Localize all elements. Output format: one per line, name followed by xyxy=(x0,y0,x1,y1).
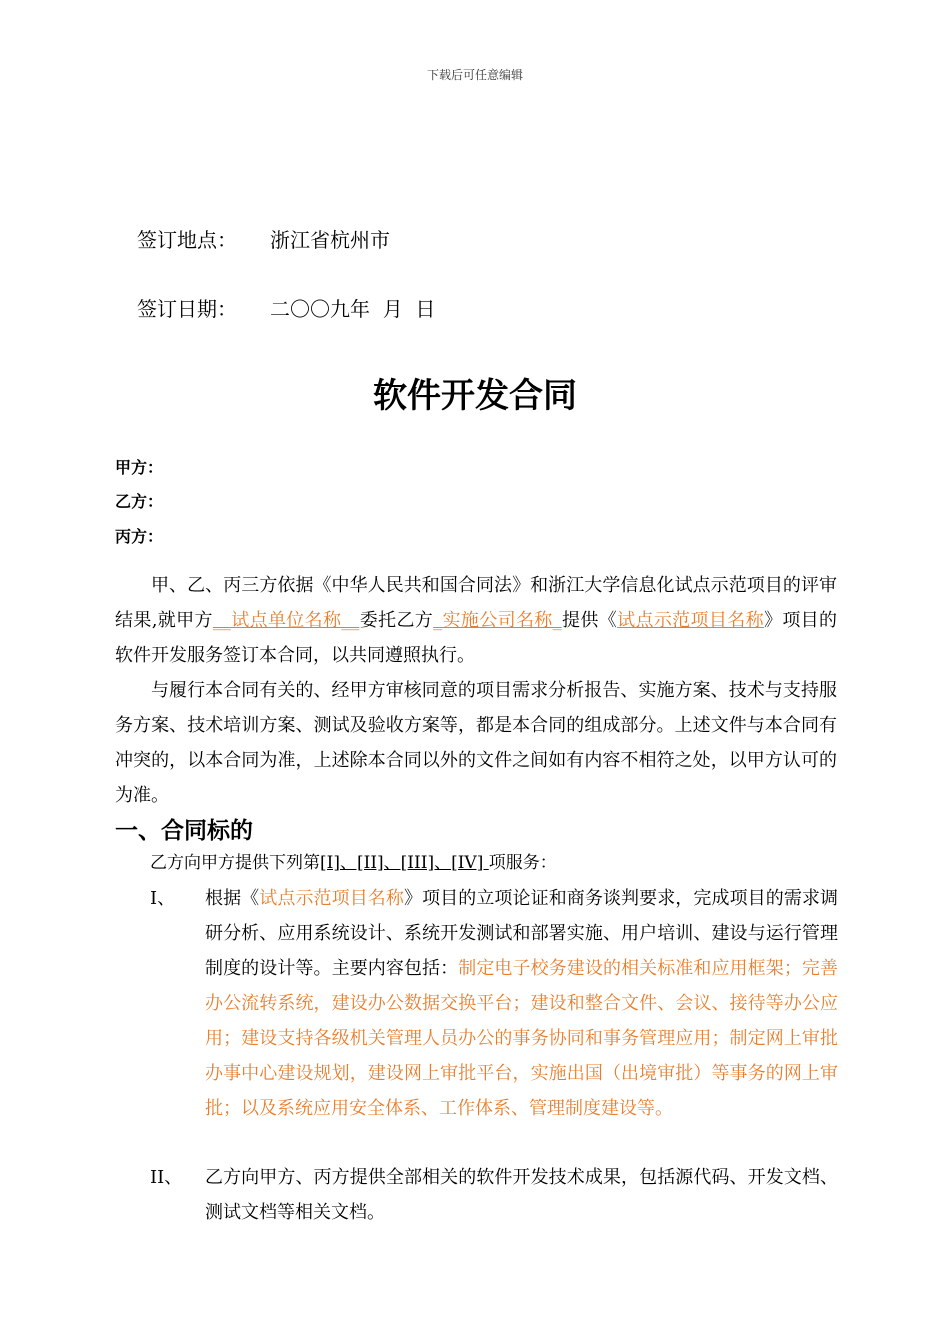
header-note: 下载后可任意编辑 xyxy=(426,68,523,82)
signing-date-row xyxy=(137,293,435,322)
signing-place-label: 签订地点： xyxy=(137,228,237,252)
services-intro-text-b: 项服务： xyxy=(488,853,557,873)
party-a-label: 甲方： xyxy=(115,458,164,477)
para1-text-2: 委托乙方 xyxy=(359,610,434,631)
party-b-label: 乙方： xyxy=(115,492,164,511)
paragraph-components: 与履行本合同有关的、经甲方审核同意的项目需求分析报告、实施方案、技术与支持服务方案、技术培训方案、测试及验收方案等，都是本合同的组成部分。上述文件与本合同有冲突的，以本合同为准，上述除本合同以外的文件之间如有内容不相符之处，以甲方认可的为准。 xyxy=(115,680,837,806)
service-item-1 xyxy=(150,881,838,1126)
para1-text-1: 甲、乙、丙三方依据《中华人民共和国合同法》和浙江大学信息化试点示范项目的评审结果,就甲方 xyxy=(115,575,837,631)
services-items-list: [I]、[II]、[III]、[IV] xyxy=(320,853,489,873)
services-intro-text-a: 乙方向甲方提供下列第 xyxy=(150,853,320,873)
signing-place-value: 浙江省杭州市 xyxy=(270,228,390,252)
service-item-2-text: 乙方向甲方、丙方提供全部相关的软件开发技术成果，包括源代码、开发文档、测试文档等相关文档。 xyxy=(205,1167,838,1223)
service-item-2 xyxy=(150,1160,838,1230)
service-item-1-number: I、 xyxy=(150,888,176,909)
signing-date-value: 二〇〇九年 月 日 xyxy=(270,297,436,321)
para1-text-3: 提供《 xyxy=(561,610,618,631)
section-heading-contract-subject: 一、合同标的 xyxy=(115,818,253,844)
contract-body xyxy=(115,568,837,813)
item1-text-1: 根据《 xyxy=(205,888,260,909)
item1-text-2: 》项目的立项论证和商务谈判要求，完成项目的需求调研分析、应用系统设计、系统开发测试和部署实施、用户培训、建设与运行管理制度的设计等。主要内容包括： xyxy=(205,888,839,979)
party-c-label: 丙方： xyxy=(115,527,164,546)
services-intro xyxy=(150,848,557,873)
item1-project-name: 试点示范项目名称 xyxy=(259,888,404,909)
service-item-1-text xyxy=(205,881,838,1126)
signing-place-row xyxy=(137,224,390,253)
para1-text-4: 》项目的软件开发服务签订本合同，以共同遵照执行。 xyxy=(115,610,838,666)
trial-unit-name-field: __试点单位名称__ xyxy=(212,610,360,631)
service-item-2-number: II、 xyxy=(150,1167,183,1188)
document-title: 软件开发合同 xyxy=(373,376,577,416)
signing-date-label: 签订日期： xyxy=(137,297,237,321)
item1-main-contents: 制定电子校务建设的相关标准和应用框架；完善办公流转系统，建设办公数据交换平台；建设和整合文件、会议、接待等办公应用；建设支持各级机关管理人员办公的事务协同和事务管理应用；制定网上审批办事中心建设规划，建设网上审批平台，实施出国（出境审批）等事务的网上审批；以及系统应用安全体系、工作体系、管理制度建设等。 xyxy=(205,958,838,1119)
implementer-name-field: _实施公司名称_ xyxy=(433,610,562,631)
paragraph-basis xyxy=(115,568,837,673)
project-name-field: 试点示范项目名称 xyxy=(617,610,764,631)
